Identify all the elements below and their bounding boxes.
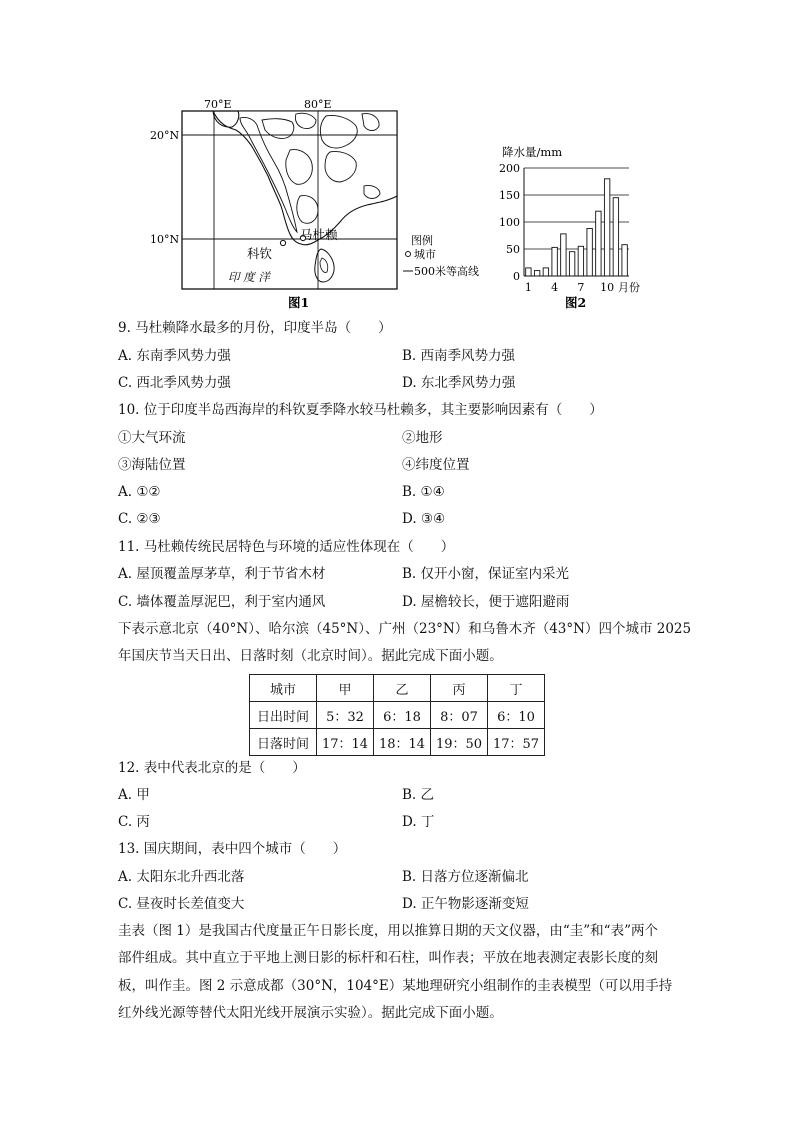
q13-option-a: A. 太阳东北升西北落 (118, 869, 245, 885)
chart-bar-9 (596, 211, 601, 276)
figure2-caption: 图2 (565, 295, 587, 310)
figure1-caption: 图1 (288, 295, 310, 310)
chart-ytick-label: 150 (499, 189, 520, 202)
map-lat-20: 20°N (150, 129, 180, 142)
table-cell: 日出时间 (250, 702, 317, 729)
chart-xtick-label: 7 (577, 281, 585, 294)
table-row (250, 702, 545, 729)
map-figure (140, 92, 500, 314)
q11-option-c: C. 墙体覆盖厚泥巴，利于室内通风 (118, 594, 326, 610)
chart-bar-7 (578, 246, 583, 276)
chart-ylabel: 降水量/mm (502, 145, 563, 159)
table-header-cell: 丁 (488, 675, 545, 702)
chart-ytick-label: 0 (513, 270, 520, 283)
sunrise-sunset-table (249, 674, 545, 756)
table-intro-line-2: 年国庆节当天日出、日落时刻（北京时间）。据此完成下面小题。 (118, 648, 503, 664)
q13-stem: 13. 国庆期间，表中四个城市（ ） (118, 841, 347, 857)
q9-option-c: C. 西北季风势力强 (118, 375, 231, 391)
chart-bar-2 (534, 271, 539, 276)
q10-option-a: A. ①② (118, 484, 161, 500)
table-cell: 17：14 (317, 729, 374, 756)
q10-option-d: D. ③④ (402, 511, 446, 527)
table-header-cell: 丙 (431, 675, 488, 702)
map-lon-80: 80°E (304, 98, 332, 111)
q12-option-d: D. 丁 (402, 814, 435, 830)
q10-item-3: ③海陆位置 (118, 457, 186, 473)
table-cell: 日落时间 (250, 729, 317, 756)
chart-ytick-label: 200 (499, 162, 520, 175)
chart-bar-12 (622, 245, 627, 276)
q13-option-c: C. 昼夜时长差值变大 (118, 896, 245, 912)
table-cell: 19：50 (431, 729, 488, 756)
table-cell: 17：57 (488, 729, 545, 756)
q10-option-c: C. ②③ (118, 511, 161, 527)
table-cell: 6：18 (374, 702, 431, 729)
legend-city-label: 城市 (414, 248, 436, 261)
table-header-row (250, 675, 545, 702)
chart-bar-1 (526, 268, 531, 276)
chart-bar-4 (552, 247, 557, 276)
chart-bar-10 (604, 179, 609, 276)
table-cell: 18：14 (374, 729, 431, 756)
chart-xtick-label: 1 (524, 281, 532, 294)
chart-bar-8 (587, 228, 592, 276)
rainfall-chart (498, 140, 658, 312)
guibiao-intro-line-2: 部件组成。其中直立于平地上测日影的标杆和石柱，叫作表；平放在地表测定表影长度的刻 (118, 950, 658, 966)
q12-option-b: B. 乙 (402, 787, 435, 803)
table-row (250, 729, 545, 756)
q11-stem: 11. 马杜赖传统民居特色与环境的适应性体现在（ ） (118, 539, 455, 555)
chart-bar-6 (569, 252, 574, 276)
q12-stem: 12. 表中代表北京的是（ ） (118, 760, 306, 776)
legend-contour-label: 500米等高线 (414, 265, 479, 278)
q9-option-b: B. 西南季风势力强 (402, 348, 516, 364)
q12-option-a: A. 甲 (118, 787, 150, 803)
ocean-label: 印 度 洋 (228, 270, 270, 284)
chart-xtick-label: 10 (600, 281, 615, 294)
q9-option-a: A. 东南季风势力强 (118, 348, 231, 364)
legend-title: 图例 (411, 234, 433, 247)
chart-bar-3 (543, 268, 548, 276)
q11-option-a: A. 屋顶覆盖厚茅草，利于节省木材 (118, 566, 326, 582)
table-cell: 5：32 (317, 702, 374, 729)
q10-item-2: ②地形 (402, 430, 443, 446)
table-cell: 6：10 (488, 702, 545, 729)
chart-ytick-label: 50 (506, 243, 520, 256)
chart-bar-11 (613, 198, 618, 276)
guibiao-intro-line-4: 红外线光源等替代太阳光线开展演示实验）。据此完成下面小题。 (118, 1005, 503, 1021)
q11-option-b: B. 仅开小窗，保证室内采光 (402, 566, 570, 582)
q10-stem: 10. 位于印度半岛西海岸的科钦夏季降水较马杜赖多，其主要影响因素有（ ） (118, 402, 603, 418)
map-lon-70: 70°E (204, 98, 232, 111)
q12-option-c: C. 丙 (118, 814, 150, 830)
q10-item-1: ①大气环流 (118, 430, 186, 446)
table-header-cell: 乙 (374, 675, 431, 702)
table-header-cell: 城市 (250, 675, 317, 702)
chart-xlabel: 月份 (618, 281, 640, 294)
chart-xtick-label: 4 (551, 281, 559, 294)
city-label-madurai: 马杜赖 (300, 227, 338, 242)
q9-option-d: D. 东北季风势力强 (402, 375, 516, 391)
chart-bar-5 (561, 234, 566, 276)
chart-ytick-label: 100 (499, 216, 520, 229)
city-marker-kochi (280, 240, 285, 245)
q13-option-d: D. 正午物影逐渐变短 (402, 896, 529, 912)
table-cell: 8：07 (431, 702, 488, 729)
q10-item-4: ④纬度位置 (402, 457, 470, 473)
q11-option-d: D. 屋檐较长，便于遮阳避雨 (402, 594, 570, 610)
guibiao-intro-line-1: 圭表（图 1）是我国古代度量正午日影长度，用以推算日期的天文仪器，由“圭”和“表”两个 (118, 923, 658, 939)
q10-option-b: B. ①④ (402, 484, 445, 500)
legend-city-symbol (406, 252, 411, 257)
table-intro-line-1: 下表示意北京（40°N）、哈尔滨（45°N）、广州（23°N）和乌鲁木齐（43°N）四个城市 2025 (118, 621, 692, 637)
table-header-cell: 甲 (317, 675, 374, 702)
q9-stem: 9. 马杜赖降水最多的月份，印度半岛（ ） (118, 320, 392, 336)
q13-option-b: B. 日落方位逐渐偏北 (402, 869, 529, 885)
guibiao-intro-line-3: 板，叫作圭。图 2 示意成都（30°N，104°E）某地理研究小组制作的圭表模型（可以用手持 (118, 978, 673, 994)
map-lat-10: 10°N (150, 233, 180, 246)
city-label-kochi: 科钦 (247, 246, 273, 261)
